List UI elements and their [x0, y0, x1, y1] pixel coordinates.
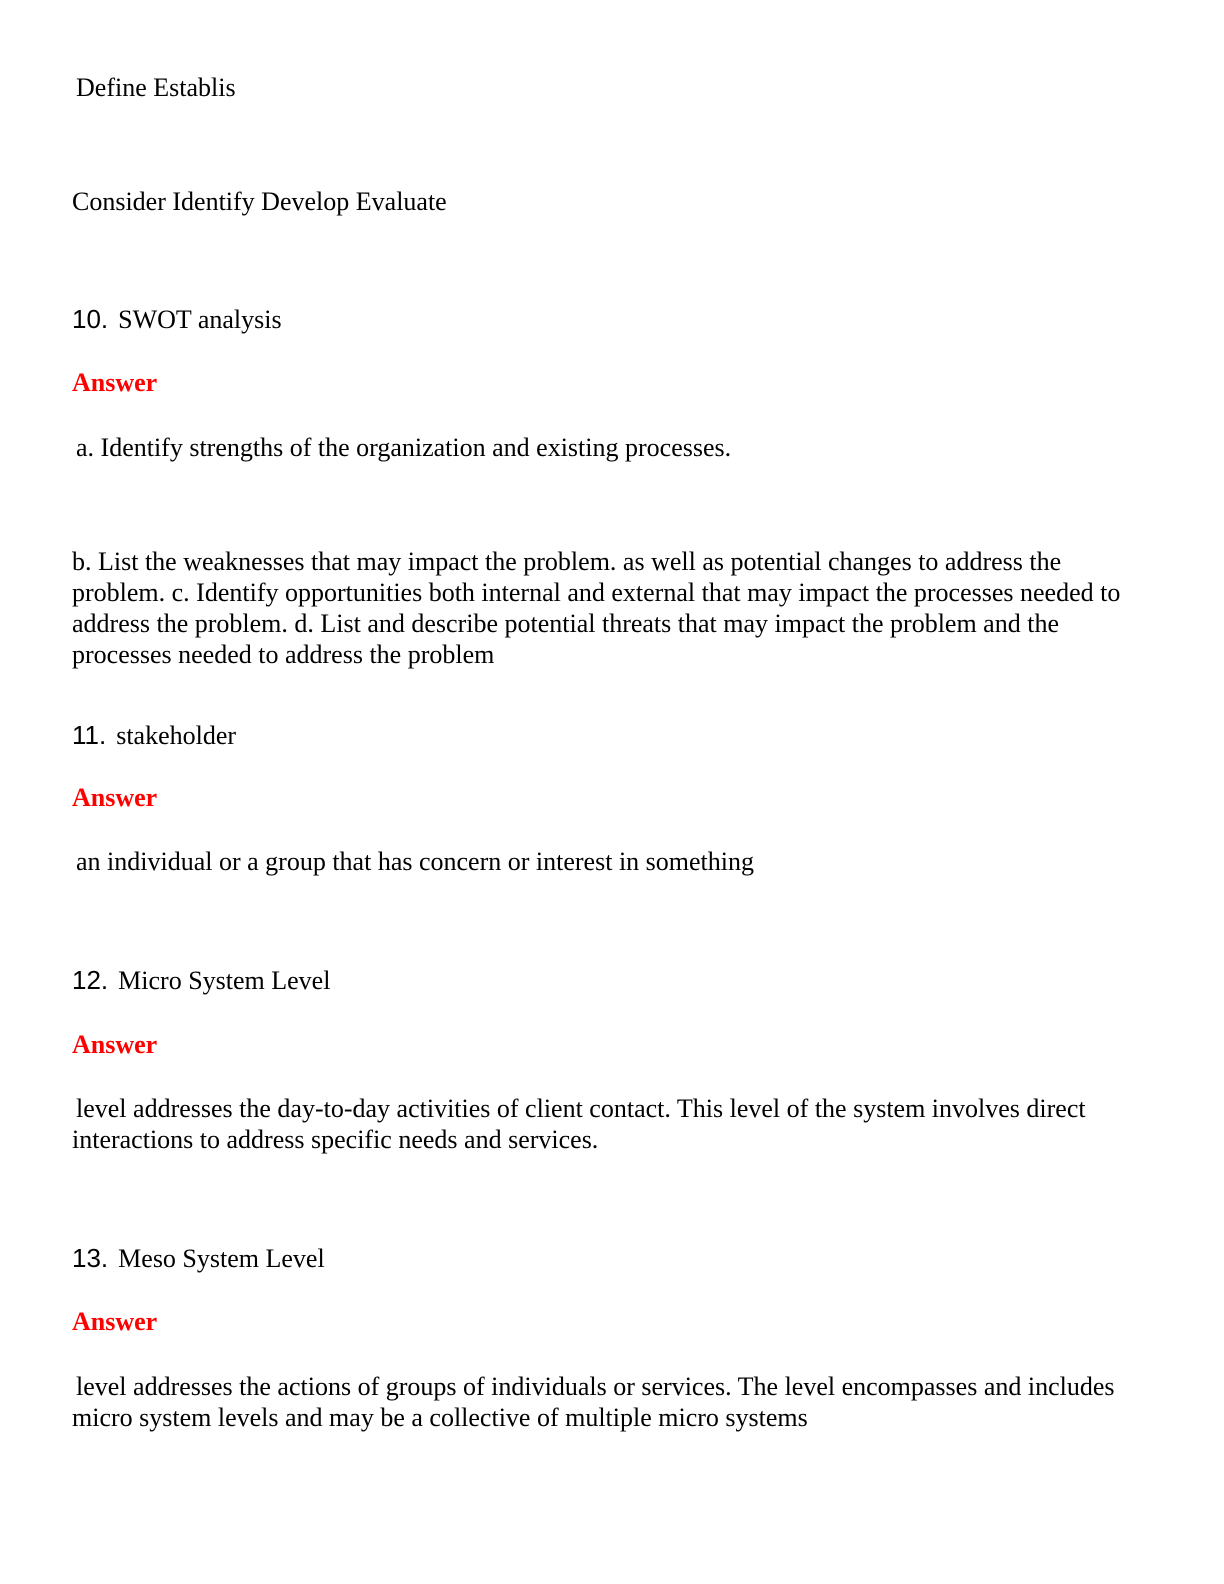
question-11 [72, 720, 236, 751]
question-number: 10. [72, 304, 109, 334]
answer-label: Answer [72, 368, 158, 397]
question-12 [72, 965, 330, 996]
answer-text: a. Identify strengths of the organization and existing processes. [76, 433, 732, 462]
answer-text: level addresses the day-to-day activities of client contact. This level of the system involves direct interactions to address specific needs and services. [72, 1094, 1086, 1154]
question-number: 11. [72, 720, 107, 750]
answer-label: Answer [72, 783, 158, 812]
question-number: 12. [72, 965, 109, 995]
intro-line-1: Define Establis [76, 73, 236, 102]
intro-line-2: Consider Identify Develop Evaluate [72, 187, 447, 216]
answer-text: b. List the weaknesses that may impact the problem. as well as potential changes to address the problem. c. Identify opportunities both internal and external that may impact the processes needed to address the problem. d. List and describe potential threats that may impact the problem and the processes needed to address the problem [72, 547, 1121, 669]
answer-label: Answer [72, 1030, 158, 1059]
answer-text: level addresses the actions of groups of individuals or services. The level encompasses and includes micro system levels and may be a collective of multiple micro systems [72, 1372, 1115, 1432]
question-10 [72, 304, 282, 335]
question-term: Meso System Level [118, 1244, 325, 1273]
question-number: 13. [72, 1243, 109, 1273]
question-term: SWOT analysis [118, 305, 282, 334]
question-term: stakeholder [116, 721, 237, 750]
answer-text: an individual or a group that has concern or interest in something [76, 847, 754, 876]
answer-label: Answer [72, 1307, 158, 1336]
question-13 [72, 1243, 325, 1274]
question-term: Micro System Level [118, 966, 331, 995]
